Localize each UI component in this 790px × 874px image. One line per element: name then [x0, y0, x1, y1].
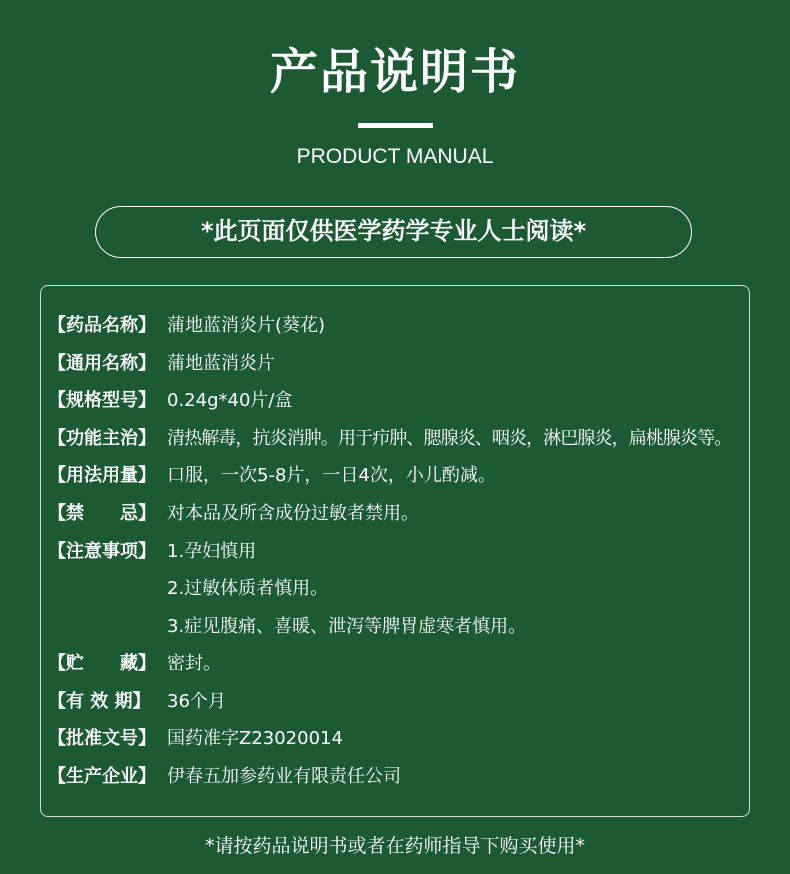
- title-underline-divider: [358, 123, 433, 128]
- precautions-item-2: 2.过敏体质者慎用。: [167, 578, 329, 599]
- indications-value: 清热解毒，抗炎消肿。用于疖肿、腮腺炎、咽炎，淋巴腺炎，扁桃腺炎等。: [167, 428, 732, 449]
- contraindications-label: 【禁 忌】: [48, 503, 156, 524]
- dosage-value: 口服，一次5-8片，一日4次，小儿酌减。: [167, 465, 496, 486]
- info-row-storage: [48, 649, 221, 679]
- info-row-indications: [48, 424, 731, 454]
- info-row-shelf-life: [48, 687, 226, 717]
- shelf-life-label: 【有 效 期】: [48, 691, 151, 712]
- info-row-generic-name: [48, 349, 275, 379]
- generic-name-label: 【通用名称】: [48, 353, 156, 374]
- purchase-advice-footer: *请按药品说明书或者在药师指导下购买使用*: [204, 835, 585, 857]
- page-subtitle: PRODUCT MANUAL: [296, 145, 494, 168]
- info-row-contraindications: [48, 499, 419, 529]
- indications-label: 【功能主治】: [48, 428, 156, 449]
- info-row-manufacturer: [48, 762, 401, 792]
- storage-value: 密封。: [167, 653, 221, 674]
- approval-number-value: 国药准字Z23020014: [167, 728, 343, 749]
- dosage-label: 【用法用量】: [48, 465, 156, 486]
- precautions-item-3: 3.症见腹痛、喜暖、泄泻等脾胃虚寒者慎用。: [167, 616, 527, 637]
- drug-name-value: 蒲地蓝消炎片(葵花): [167, 315, 326, 336]
- storage-label: 【贮 藏】: [48, 653, 156, 674]
- specification-label: 【规格型号】: [48, 390, 156, 411]
- specification-value: 0.24g*40片/盒: [167, 390, 293, 411]
- manufacturer-label: 【生产企业】: [48, 766, 156, 787]
- info-row-specification: [48, 386, 292, 416]
- info-row-drug-name: [48, 311, 325, 341]
- professional-notice-banner: *此页面仅供医学药学专业人士阅读*: [95, 206, 692, 258]
- approval-number-label: 【批准文号】: [48, 728, 156, 749]
- info-row-precautions: [48, 537, 256, 567]
- product-info-panel: [40, 285, 750, 817]
- generic-name-value: 蒲地蓝消炎片: [167, 353, 275, 374]
- info-row-dosage: [48, 461, 496, 491]
- page-title: 产品说明书: [269, 44, 520, 100]
- precautions-value: 1.孕妇慎用: [167, 541, 257, 562]
- contraindications-value: 对本品及所含成份过敏者禁用。: [167, 503, 419, 524]
- precautions-label: 【注意事项】: [48, 541, 156, 562]
- info-row-approval-number: [48, 724, 343, 754]
- drug-name-label: 【药品名称】: [48, 315, 156, 336]
- manufacturer-value: 伊春五加参药业有限责任公司: [167, 766, 401, 787]
- shelf-life-value: 36个月: [167, 691, 226, 712]
